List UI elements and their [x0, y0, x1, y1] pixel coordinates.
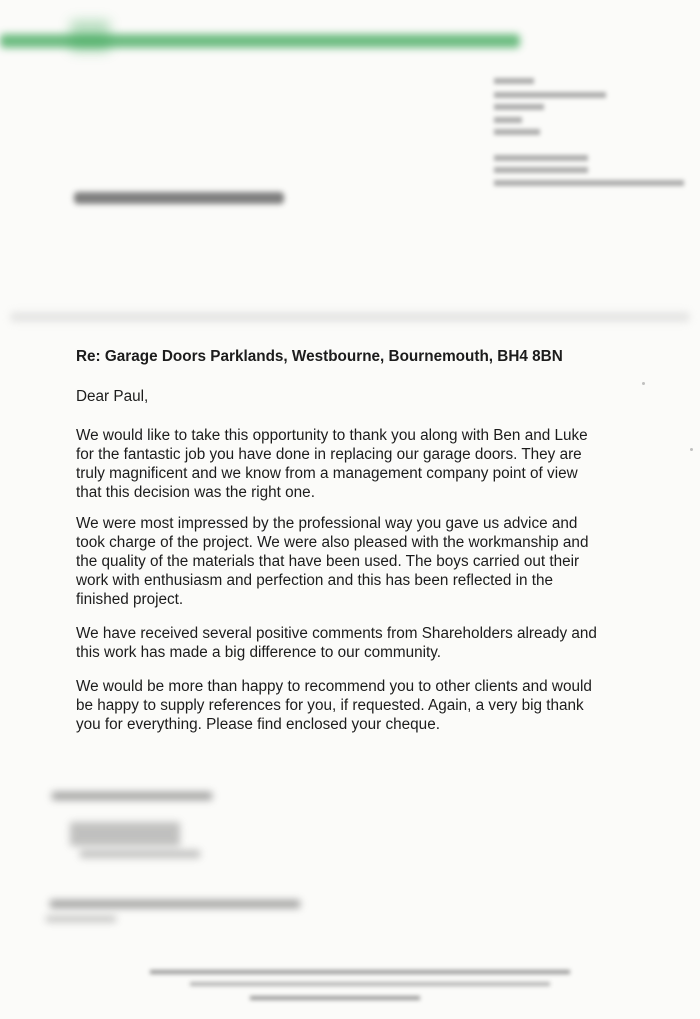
- paragraph-line: We would like to take this opportunity to thank you along with Ben and Luke: [76, 427, 588, 444]
- letter-paragraph: [76, 426, 636, 502]
- letter-subject: Re: Garage Doors Parklands, Westbourne, Bournemouth, BH4 8BN: [76, 348, 563, 365]
- letter-paragraph: [76, 624, 636, 662]
- recipient-line-redacted: [10, 312, 690, 322]
- paragraph-line: finished project.: [76, 591, 184, 608]
- letterhead-band-redacted: [0, 34, 520, 48]
- paragraph-line: you for everything. Please find enclosed your cheque.: [76, 716, 440, 733]
- paragraph-line: for the fantastic job you have done in replacing our garage doors. They are: [76, 446, 582, 463]
- paragraph-line: this work has made a big difference to our community.: [76, 644, 442, 661]
- paragraph-line: that this decision was the right one.: [76, 484, 315, 501]
- scan-speck: [642, 382, 645, 385]
- paragraph-line: We would be more than happy to recommend you to other clients and would: [76, 678, 592, 695]
- paragraph-line: the quality of the materials that have been used. The boys carried out their: [76, 553, 580, 570]
- letter-salutation: Dear Paul,: [76, 388, 149, 405]
- letter-date-redacted: [74, 192, 284, 204]
- paragraph-line: work with enthusiasm and perfection and this has been reflected in the: [76, 572, 554, 589]
- scan-speck: [690, 448, 693, 451]
- letter-paragraph: [76, 514, 636, 609]
- paragraph-line: We have received several positive comments from Shareholders already and: [76, 625, 597, 642]
- paragraph-line: truly magnificent and we know from a management company point of view: [76, 465, 578, 482]
- letter-paragraph: [76, 677, 636, 734]
- paragraph-line: took charge of the project. We were also pleased with the workmanship and: [76, 534, 589, 551]
- paragraph-line: We were most impressed by the professional way you gave us advice and: [76, 515, 578, 532]
- paragraph-line: be happy to supply references for you, if requested. Again, a very big thank: [76, 697, 584, 714]
